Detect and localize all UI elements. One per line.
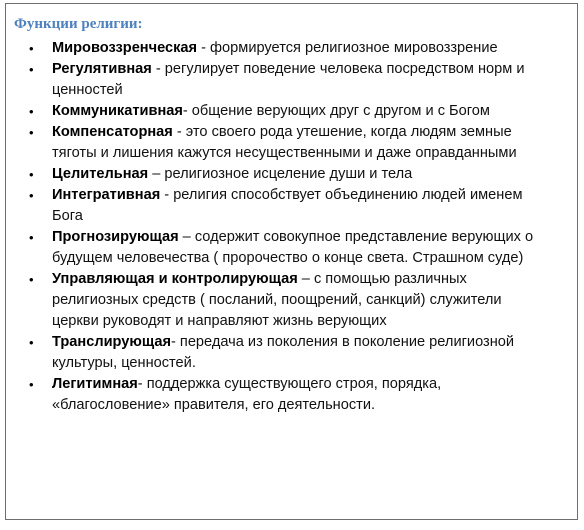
list-item-communicative bbox=[6, 101, 546, 122]
list-item-worldview bbox=[6, 38, 546, 59]
item-term: Целительная bbox=[52, 166, 149, 182]
item-description: - общение верующих друг с другом и с Богом bbox=[182, 103, 490, 119]
bullet-icon: • bbox=[29, 188, 34, 203]
item-term: Легитимная bbox=[52, 376, 138, 392]
bullet-icon: • bbox=[29, 377, 34, 392]
list-item-legitimating bbox=[6, 374, 546, 416]
bullet-icon: • bbox=[29, 104, 34, 119]
document-title: Функции религии: bbox=[14, 16, 143, 32]
document-frame bbox=[5, 3, 578, 520]
list-item-controlling bbox=[6, 269, 546, 332]
bullet-icon: • bbox=[29, 230, 34, 245]
item-term: Коммуникативная bbox=[52, 103, 183, 119]
item-description: - это своего рода утешение, когда людям земные тяготы и лишения кажутся несущественными и даже оправданными bbox=[52, 124, 517, 161]
bullet-icon: • bbox=[29, 272, 34, 287]
list-item-translating bbox=[6, 332, 546, 374]
list-item-regulative bbox=[6, 59, 546, 101]
functions-list bbox=[6, 38, 546, 416]
item-term: Регулятивная bbox=[52, 61, 152, 77]
item-term: Мировоззренческая bbox=[52, 40, 198, 56]
item-term: Управляющая и контролирующая bbox=[52, 271, 298, 287]
item-term: Компенсаторная bbox=[52, 124, 173, 140]
item-description: - регулирует поведение человека посредством норм и ценностей bbox=[52, 61, 525, 98]
list-item-compensatory bbox=[6, 122, 546, 164]
bullet-icon: • bbox=[29, 167, 34, 182]
bullet-icon: • bbox=[29, 41, 34, 56]
item-term: Транслирующая bbox=[52, 334, 171, 350]
bullet-icon: • bbox=[29, 62, 34, 77]
list-item-healing bbox=[6, 164, 546, 185]
item-description: - религия способствует объединению людей именем Бога bbox=[52, 187, 523, 224]
bullet-icon: • bbox=[29, 335, 34, 350]
item-description: - передача из поколения в поколение религиозной культуры, ценностей. bbox=[52, 334, 515, 371]
list-item-prognostic bbox=[6, 227, 546, 269]
item-description: – содержит совокупное представление верующих о будущем человечества ( пророчество о конце света. Страшном суде) bbox=[52, 229, 534, 266]
item-description: - формируется религиозное мировоззрение bbox=[197, 40, 498, 56]
item-description: - поддержка существующего строя, порядка, «благословение» правителя, его деятельности. bbox=[52, 376, 442, 413]
bullet-icon: • bbox=[29, 125, 34, 140]
item-description: – религиозное исцеление души и тела bbox=[148, 166, 413, 182]
item-description: – с помощью различных религиозных средств ( посланий, поощрений, санкций) служители церкви руководят и направляют жизнь верующих bbox=[52, 271, 502, 329]
item-term: Интегративная bbox=[52, 187, 161, 203]
item-term: Прогнозирующая bbox=[52, 229, 179, 245]
list-item-integrative bbox=[6, 185, 546, 227]
